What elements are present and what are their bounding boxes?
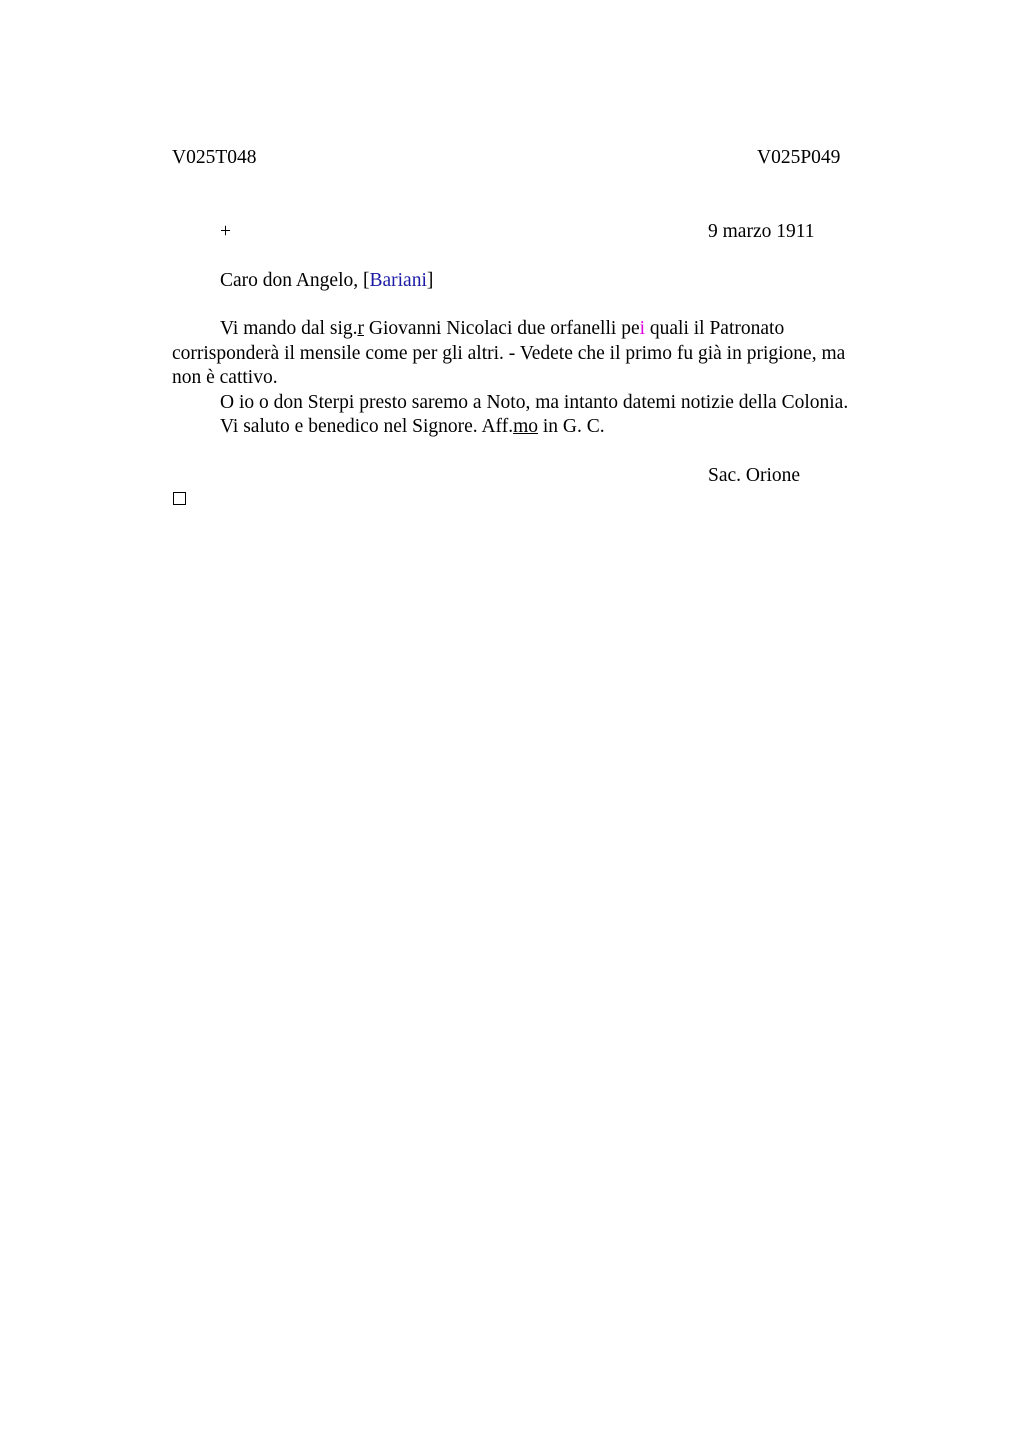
closing-part2: in G. C. <box>538 416 605 437</box>
body-paragraph-2: O io o don Sterpi presto saremo a Noto, ma intanto datemi notizie della Colonia. <box>220 392 849 413</box>
closing-part1: Vi saluto e benedico nel Signore. Aff. <box>220 416 514 437</box>
bracket-close: ] <box>426 270 434 291</box>
editorial-name-note: Bariani <box>369 270 427 291</box>
signature: Sac. Orione <box>708 465 801 486</box>
cross-mark: + <box>220 221 231 242</box>
bracket-open: [ <box>362 270 370 291</box>
paragraph1-part2: Giovanni Nicolaci due orfanelli pe <box>363 318 640 339</box>
paragraph1-part3: quali il Patronato corrisponderà il mensile come per gli altri. - Vedete che il primo fu già in prigione, ma non è cattivo. <box>172 318 846 388</box>
end-of-document-box-icon <box>173 492 186 505</box>
correction-letter-i: i <box>639 318 646 339</box>
closing-line <box>220 415 605 439</box>
paragraph1-part1: Vi mando dal sig. <box>220 318 358 339</box>
salutation-text: Caro don Angelo, <box>220 270 363 291</box>
abbreviation-superscript-mo: mo <box>513 416 538 437</box>
letter-date: 9 marzo 1911 <box>708 221 815 242</box>
abbreviation-superscript-r: r <box>357 318 364 339</box>
body-paragraph-1 <box>172 317 872 391</box>
document-code-right: V025P049 <box>757 147 841 168</box>
salutation <box>220 269 433 293</box>
document-code-left: V025T048 <box>172 147 257 168</box>
